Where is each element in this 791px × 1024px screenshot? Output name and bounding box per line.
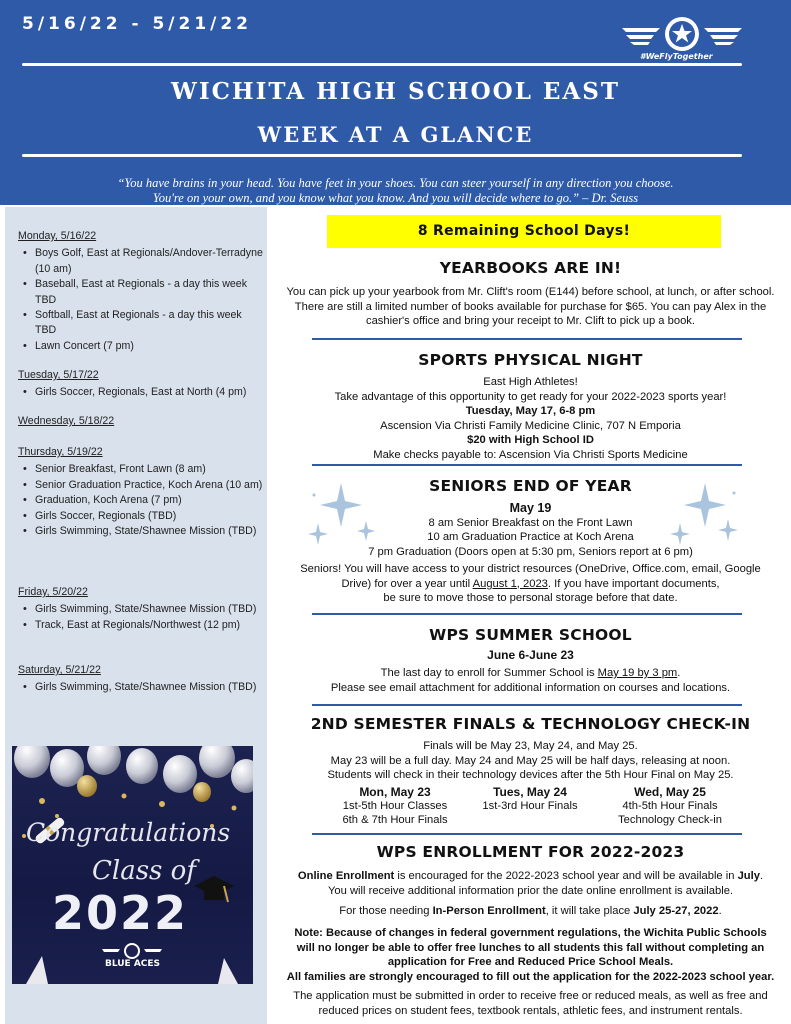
day-wednesday: [18, 414, 263, 431]
column-heading: Mon, May 23: [359, 785, 431, 799]
text-line: East High Athletes!: [483, 376, 578, 388]
text-line: [270, 666, 791, 681]
school-title: WICHITA HIGH SCHOOL EAST: [171, 78, 620, 105]
week-dates: 5/16/22 - 5/21/22: [22, 14, 253, 34]
finals-column-monday: [325, 785, 465, 827]
event-item: • Senior Graduation Practice, Koch Arena (10 am): [18, 478, 263, 493]
text-line: will no longer be able to offer free lunches to all students this fall without completing an: [296, 941, 765, 954]
graduation-cap-icon: [194, 876, 234, 902]
text-line: There are still a limited number of books available for purchase for $65. You can pay Alex in the: [294, 300, 767, 313]
summer-school-heading: WPS SUMMER SCHOOL: [429, 626, 632, 644]
text-line: [270, 577, 791, 592]
event-time: Tuesday, May 17, 6-8 pm: [465, 405, 596, 417]
event-item: • Graduation, Koch Arena (7 pm): [18, 493, 263, 508]
header-divider-bottom: [22, 154, 742, 157]
text-line: You will receive additional information prior the date online enrollment is available.: [327, 884, 734, 897]
event-cost: $20 with High School ID: [467, 434, 594, 446]
text-run: .: [759, 870, 764, 882]
day-title: Monday, 5/16/22: [18, 230, 97, 242]
text-run: July: [737, 870, 760, 882]
text-run: . If you have important documents,: [547, 577, 720, 590]
day-title: Saturday, 5/21/22: [18, 664, 101, 676]
event-item: • Girls Soccer, Regionals (TBD): [18, 509, 263, 524]
congratulations-class-of-2022-graphic: [12, 746, 253, 984]
event-item: • Girls Swimming, State/Shawnee Mission (TBD): [18, 524, 263, 539]
day-title: Tuesday, 5/17/22: [18, 369, 99, 381]
finals-column-wednesday: [600, 785, 740, 827]
day-monday: [18, 229, 263, 354]
day-thursday: [18, 445, 263, 539]
text-line: cashier's office and bring your receipt to Mr. Clift to pick up a book.: [365, 315, 695, 327]
text-line: All families are strongly encouraged to fill out the application for the 2022-2023 school year.: [286, 970, 775, 983]
enrollment-heading: WPS ENROLLMENT FOR 2022-2023: [376, 843, 685, 861]
column-heading: Tues, May 24: [493, 785, 567, 799]
yearbooks-text: [270, 285, 791, 329]
text-run: .: [718, 905, 722, 917]
event-item: • Lawn Concert (7 pm): [18, 339, 263, 354]
text-line: 7 pm Graduation (Doors open at 5:30 pm, Seniors report at 6 pm): [368, 545, 693, 558]
text-line: reduced prices on student fees, textbook rentals, athletic fees, and instrument rentals.: [318, 1004, 743, 1017]
text-run: The last day to enroll for Summer School is: [380, 667, 598, 679]
congratulations-text: Congratulations: [26, 818, 231, 847]
event-date: May 19: [509, 501, 552, 515]
text-line: [270, 869, 791, 884]
seniors-heading: SENIORS END OF YEAR: [429, 477, 632, 495]
text-line: 4th-5th Hour Finals: [622, 800, 718, 812]
event-item: • Senior Breakfast, Front Lawn (8 am): [18, 462, 263, 477]
yearbooks-heading: YEARBOOKS ARE IN!: [439, 259, 622, 277]
event-item: • Girls Swimming, State/Shawnee Mission (TBD): [18, 680, 263, 695]
sports-physical-heading: SPORTS PHYSICAL NIGHT: [418, 351, 643, 369]
newsletter-subtitle: WEEK AT A GLANCE: [257, 122, 534, 147]
enrollment-in-person-text: [270, 904, 791, 919]
text-line: Note: Because of changes in federal government regulations, the Wichita Public Schools: [294, 927, 767, 939]
day-title: Friday, 5/20/22: [18, 586, 88, 598]
text-line: Students will check in their technology devices after the 5th Hour Final on May 25.: [327, 769, 734, 781]
text-line: May 23 will be a full day. May 24 and May 25 will be half days, releasing at noon.: [330, 754, 731, 767]
event-item: • Track, East at Regionals/Northwest (12 pm): [18, 618, 263, 633]
section-divider: [312, 338, 742, 340]
year-2022-text: 2022: [52, 886, 189, 940]
text-line: Technology Check-in: [618, 814, 722, 826]
text-line: Take advantage of this opportunity to get ready for your 2022-2023 sports year!: [334, 390, 727, 403]
section-divider: [312, 833, 742, 835]
dr-seuss-quote: [60, 176, 731, 206]
text-line: application for Free and Reduced Price School Meals.: [387, 956, 674, 968]
day-friday: [18, 585, 263, 633]
text-line: 1st-5th Hour Classes: [342, 800, 448, 812]
quote-line: You're on your own, and you know what you know. And you will decide where to go.” – Dr. Seuss: [152, 191, 639, 205]
seniors-note: [270, 562, 791, 606]
text-run: July 25-27, 2022: [633, 905, 719, 917]
text-line: Make checks payable to: Ascension Via Christi Sports Medicine: [373, 448, 688, 461]
application-requirement-text: [270, 989, 791, 1018]
blue-aces-text: BLUE ACES: [104, 959, 161, 969]
text-run: is encouraged for the 2022-2023 school year and will be available in: [394, 870, 738, 882]
text-line: 6th & 7th Hour Finals: [342, 814, 448, 826]
deadline-date: May 19 by 3 pm: [597, 667, 678, 679]
section-divider: [312, 613, 742, 615]
event-item: • Softball, East at Regionals - a day this week TBD: [18, 308, 263, 339]
hashtag-tagline: #WeFlyTogether: [640, 52, 713, 61]
event-item: • Girls Soccer, Regionals, East at North (4 pm): [18, 385, 263, 400]
text-line: 1st-3rd Hour Finals: [482, 800, 578, 812]
class-of-text: Class of: [92, 856, 196, 886]
text-line: 8 am Senior Breakfast on the Front Lawn: [428, 516, 633, 529]
remaining-days-banner: 8 Remaining School Days!: [327, 215, 721, 248]
meal-application-note: [270, 926, 791, 984]
text-line: The application must be submitted in order to receive free or reduced meals, as well as free and: [293, 990, 768, 1002]
column-heading: Wed, May 25: [634, 785, 706, 799]
text-line: Please see email attachment for additional information on courses and locations.: [330, 681, 731, 694]
day-tuesday: [18, 368, 263, 401]
quote-line: “You have brains in your head. You have feet in your shoes. You can steer yourself in any direction you choose.: [117, 176, 674, 190]
finals-text: [270, 739, 791, 783]
text-line: [270, 904, 791, 919]
text-run: , it will take place: [545, 905, 634, 917]
text-run: Drive) for over a year until: [341, 577, 473, 590]
text-line: be sure to move those to personal storage before that date.: [383, 592, 678, 604]
section-divider: [312, 704, 742, 706]
text-run: For those needing: [339, 905, 433, 917]
day-title: Wednesday, 5/18/22: [18, 415, 115, 427]
finals-heading: 2ND SEMESTER FINALS & TECHNOLOGY CHECK-IN: [310, 715, 751, 733]
text-run: .: [677, 667, 681, 679]
sports-physical-text: [270, 375, 791, 462]
seniors-schedule: [270, 501, 791, 559]
blue-aces-logo-icon: [102, 943, 162, 959]
text-line: 10 am Graduation Practice at Koch Arena: [427, 531, 634, 543]
section-divider: [312, 464, 742, 466]
text-line: Seniors! You will have access to your district resources (OneDrive, Office.com, email, Google: [300, 563, 761, 575]
text-line: Finals will be May 23, May 24, and May 25.: [423, 740, 638, 752]
event-item: • Girls Swimming, State/Shawnee Mission (TBD): [18, 602, 263, 617]
summer-school-dates: June 6-June 23: [487, 648, 574, 662]
summer-school-text: [270, 666, 791, 695]
event-item: • Boys Golf, East at Regionals/Andover-Terradyne (10 am): [18, 246, 263, 277]
day-title: Thursday, 5/19/22: [18, 446, 103, 458]
header-banner: [0, 0, 791, 205]
header-divider-top: [22, 63, 742, 66]
finals-column-tuesday: [465, 785, 595, 813]
event-item: • Baseball, East at Regionals - a day this week TBD: [18, 277, 263, 308]
text-line: You can pick up your yearbook from Mr. Clift's room (E144) before school, at lunch, or after school.: [286, 286, 775, 298]
deadline-date: August 1, 2023: [472, 577, 548, 590]
text-run: In-Person Enrollment: [432, 905, 546, 917]
event-location: Ascension Via Christi Family Medicine Clinic, 707 N Emporia: [380, 419, 681, 432]
text-run: Online Enrollment: [297, 870, 395, 882]
day-saturday: [18, 663, 263, 696]
enrollment-online-text: [270, 869, 791, 898]
